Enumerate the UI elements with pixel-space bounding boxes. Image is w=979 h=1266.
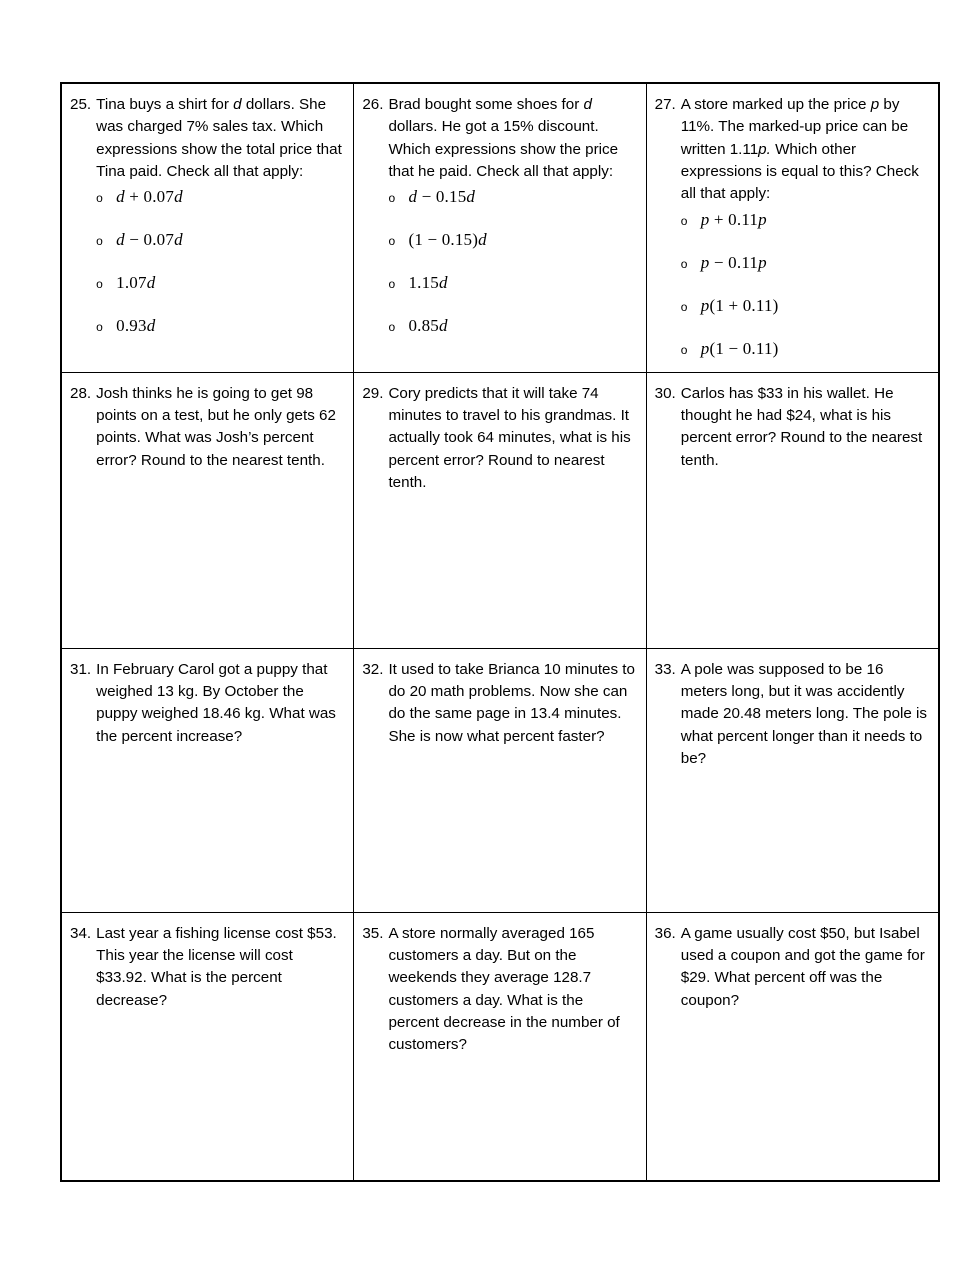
choice-expression: p(1 − 0.11): [700, 338, 779, 358]
checkbox-circle-icon[interactable]: o: [388, 320, 396, 335]
question-grid: [61, 83, 939, 1181]
question-text: A game usually cost $50, but Isabel used a coupon and got the game for $29. What percent off was the coupon?: [680, 924, 925, 1009]
choice-expression: d + 0.07d: [116, 187, 183, 207]
choice-list: [681, 208, 928, 362]
checkbox-circle-icon[interactable]: o: [680, 299, 688, 314]
choice-option[interactable]: [681, 251, 928, 276]
checkbox-circle-icon[interactable]: o: [96, 277, 103, 292]
question-text: A store normally averaged 165 customers a day. But on the weekends they average 128.7 customers a day. What is the percent decrease in the number of customers?: [388, 924, 620, 1054]
question-cell-26: [354, 84, 646, 373]
choice-expression: 0.93d: [116, 316, 156, 336]
question-cell-35: [354, 912, 646, 1180]
question-text: Josh thinks he is going to get 98 points on a test, but he only gets 62 points. What was Josh’s percent error? Round to the nearest tenth.: [96, 384, 336, 469]
question-body: [96, 94, 343, 339]
choice-option[interactable]: [681, 294, 928, 319]
question-item: [655, 923, 928, 1012]
question-row: [62, 648, 939, 912]
choice-option[interactable]: [96, 314, 343, 339]
choice-expression: 1.07d: [116, 273, 156, 293]
choice-option[interactable]: [681, 208, 928, 233]
question-cell-36: [646, 912, 938, 1180]
checkbox-circle-icon[interactable]: o: [680, 213, 688, 228]
question-row: [62, 372, 939, 648]
question-number: 27.: [654, 96, 676, 113]
choice-expression: d − 0.15d: [408, 187, 476, 207]
question-number: 36.: [654, 924, 676, 942]
grid-body: [62, 84, 939, 1181]
choice-expression: p − 0.11p: [700, 252, 767, 272]
choice-option[interactable]: [388, 228, 635, 253]
question-item: [655, 659, 928, 771]
question-cell-31: [62, 648, 354, 912]
question-body: [681, 94, 928, 362]
question-body: [681, 923, 928, 1012]
choice-list: [96, 185, 343, 339]
checkbox-circle-icon[interactable]: o: [680, 342, 688, 357]
choice-expression: 0.85d: [408, 316, 448, 336]
checkbox-circle-icon[interactable]: o: [680, 256, 688, 271]
question-body: [96, 923, 343, 1012]
choice-expression: p(1 + 0.11): [700, 295, 779, 315]
question-cell-30: [646, 372, 938, 648]
question-text: Tina buys a shirt for d dollars. She was charged 7% sales tax. Which expressions show the total price that Tina paid. Check all that apply:: [96, 96, 342, 181]
question-number: 31.: [70, 660, 92, 678]
choice-option[interactable]: [96, 228, 343, 253]
checkbox-circle-icon[interactable]: o: [96, 234, 103, 249]
choice-option[interactable]: [681, 337, 928, 362]
question-body: [681, 659, 928, 771]
question-text: It used to take Brianca 10 minutes to do 20 math problems. Now she can do the same page in 13.4 minutes. She is now what percent faster?: [388, 660, 635, 745]
question-text: In February Carol got a puppy that weighed 13 kg. By October the puppy weighed 18.46 kg. What was the percent increase?: [96, 660, 336, 745]
question-item: [362, 383, 635, 495]
question-body: [96, 659, 343, 748]
question-number: 29.: [362, 384, 384, 402]
choice-option[interactable]: [388, 271, 635, 296]
question-text: Brad bought some shoes for d dollars. He got a 15% discount. Which expressions show the price that he paid. Check all that apply:: [388, 96, 619, 181]
question-body: [96, 383, 343, 472]
worksheet-table: [60, 82, 940, 1182]
question-number: 26.: [362, 96, 384, 113]
checkbox-circle-icon[interactable]: o: [96, 320, 103, 335]
question-text: Last year a fishing license cost $53. This year the license will cost $33.92. What is the percent decrease?: [96, 924, 337, 1009]
checkbox-circle-icon[interactable]: o: [96, 191, 103, 206]
question-number: 34.: [70, 924, 92, 942]
question-cell-34: [62, 912, 354, 1180]
question-item: [362, 94, 635, 339]
question-item: [362, 923, 635, 1057]
question-item: [655, 383, 928, 472]
question-body: [388, 923, 635, 1057]
question-text: Carlos has $33 in his wallet. He thought he had $24, what is his percent error? Round to the nearest tenth.: [680, 384, 923, 469]
question-text: A pole was supposed to be 16 meters long, but it was accidently made 20.48 meters long. The pole is what percent longer than it needs to be?: [680, 660, 928, 768]
question-item: [70, 659, 343, 748]
question-body: [388, 383, 635, 495]
question-number: 25.: [70, 96, 92, 113]
question-cell-27: [646, 84, 938, 373]
question-number: 32.: [362, 660, 384, 678]
question-item: [70, 923, 343, 1012]
choice-expression: d − 0.07d: [116, 230, 183, 250]
question-item: [362, 659, 635, 748]
question-number: 30.: [654, 384, 676, 402]
question-cell-25: [62, 84, 354, 373]
question-text: A store marked up the price p by 11%. The marked-up price can be written 1.11p. Which other expressions is equal to this? Check all that apply:: [680, 96, 919, 203]
choice-option[interactable]: [96, 185, 343, 210]
question-item: [655, 94, 928, 362]
question-body: [681, 383, 928, 472]
choice-expression: p + 0.11p: [700, 209, 767, 229]
question-body: [388, 94, 635, 339]
question-row: [62, 912, 939, 1180]
question-row: [62, 84, 939, 373]
question-cell-32: [354, 648, 646, 912]
choice-expression: (1 − 0.15)d: [408, 230, 487, 250]
question-item: [70, 94, 343, 339]
checkbox-circle-icon[interactable]: o: [388, 277, 396, 292]
question-number: 33.: [654, 660, 676, 678]
question-number: 28.: [70, 384, 92, 402]
choice-list: [388, 185, 635, 339]
choice-option[interactable]: [388, 314, 635, 339]
choice-expression: 1.15d: [408, 273, 448, 293]
question-cell-28: [62, 372, 354, 648]
question-item: [70, 383, 343, 472]
checkbox-circle-icon[interactable]: o: [388, 234, 396, 249]
checkbox-circle-icon[interactable]: o: [388, 191, 396, 206]
choice-option[interactable]: [96, 271, 343, 296]
question-text: Cory predicts that it will take 74 minutes to travel to his grandmas. It actually took 64 minutes, what is his percent error? Round to nearest tenth.: [388, 384, 631, 492]
question-body: [388, 659, 635, 748]
choice-option[interactable]: [388, 185, 635, 210]
question-number: 35.: [362, 924, 384, 942]
question-cell-29: [354, 372, 646, 648]
question-cell-33: [646, 648, 938, 912]
